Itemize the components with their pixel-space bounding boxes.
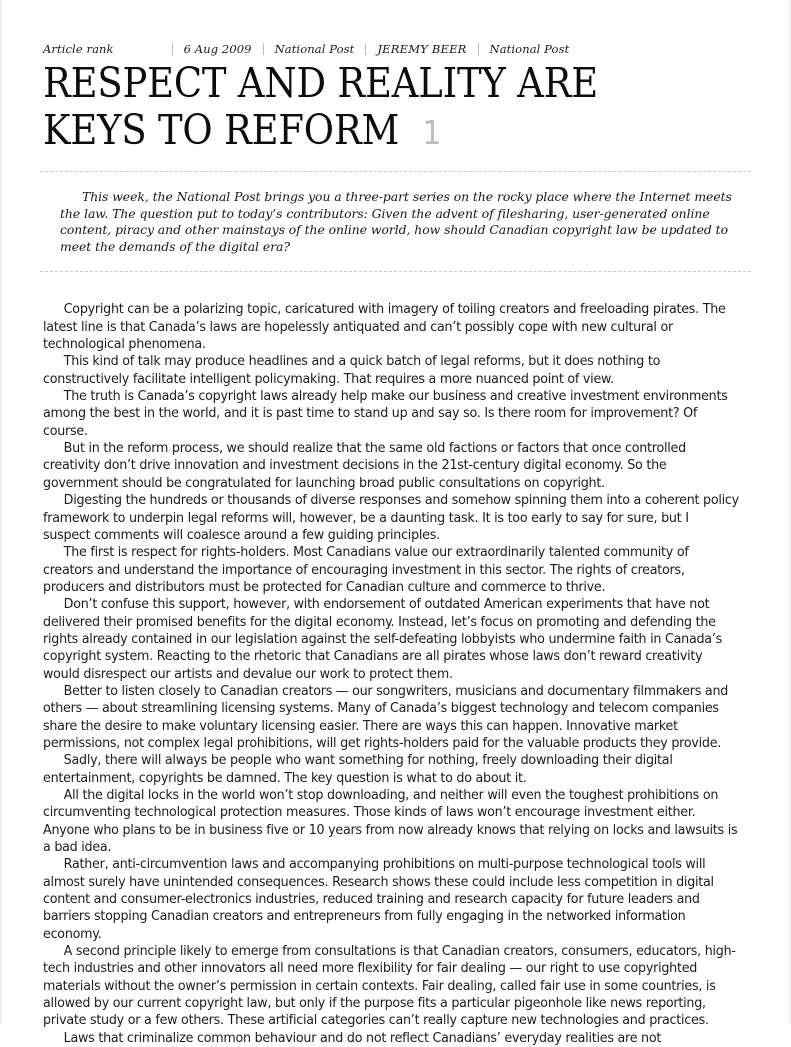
- body-paragraph: Copyright can be a polarizing topic, caricatured with imagery of toiling creators and freeloading pirates. The latest line is that Canada’s laws are hopelessly antiquated and can’t possibly cope with new cultural or technological phenomena.: [43, 302, 726, 353]
- series-number: 1: [422, 113, 442, 152]
- body-paragraph: A second principle likely to emerge from consultations is that Canadian creators, consumers, educators, high-tech industries and other innovators all need more flexibility for fair dealing — our right to use copyrighted materials without the owner’s permission in certain contexts. Fair dealing, called fair use in some countries, is allowed by our current copyright law, but only if the purpose fits a particular pigeonhole like news reporting, private study or a few others. These artificial categories can’t really capture new technologies and practices.: [43, 944, 736, 1029]
- article-body: [43, 301, 739, 1047]
- masthead: [43, 0, 749, 56]
- section-name: National Post: [478, 43, 581, 55]
- body-paragraph: Better to listen closely to Canadian creators — our songwriters, musicians and documentary filmmakers and others — about streamlining licensing systems. Many of Canada’s biggest technology and telecom companies share the desire to make voluntary licensing easier. There are ways this can happen. Innovative market permissions, not complex legal prohibitions, will get rights-holders paid for the valuable products they provide.: [43, 683, 729, 751]
- standfirst: This week, the National Post brings you a three-part series on the rocky place where the Internet meets the law. The question put to today’s contributors: Given the advent of filesharing, user-generated online content, piracy and other mainstays of the online world, how should Canadian copyright law be updated to meet the demands of the digital era?: [60, 189, 732, 254]
- body-paragraph: But in the reform process, we should realize that the same old factions or factors that once controlled creativity don’t drive innovation and investment decisions in the 21st-century digital economy. So the government should be congratulated for launching broad public consultations on copyright.: [43, 441, 686, 491]
- page-content-column: [43, 0, 749, 1047]
- publication-name: National Post: [263, 43, 366, 55]
- headline-block: [43, 60, 749, 156]
- author-byline: JEREMY BEER: [365, 43, 477, 55]
- publication-date: 6 Aug 2009: [172, 43, 263, 55]
- body-paragraph: Rather, anti-circumvention laws and accompanying prohibitions on multi-purpose technological tools will almost surely have unintended consequences. Research shows these could include less competition in digital content and consumer-electronics industries, reduced training and research capacity for future leaders and barriers stopping Canadian creators and entrepreneurs from fully engaging in the networked information economy.: [43, 857, 714, 942]
- article-rank-label: Article rank: [43, 42, 114, 56]
- page-title: [43, 60, 678, 156]
- body-paragraph: The truth is Canada’s copyright laws already help make our business and creative investment environments among the best in the world, and it is past time to stand up and say so. Is there room for improvement? Of course.: [43, 389, 728, 439]
- body-paragraph: Sadly, there will always be people who want something for nothing, freely downloading their digital entertainment, copyrights be damned. The key question is what to do about it.: [43, 753, 673, 786]
- body-paragraph: Don’t confuse this support, however, with endorsement of outdated American experiments that have not delivered their promised benefits for the digital economy. Instead, let’s focus on promoting and defending the rights already contained in our legislation against the self-defeating lobbyists who undermine faith in Canada’s copyright system. Reacting to the rhetoric that Canadians are all pirates whose laws don’t reward creativity would disrespect our artists and devalue our work to protect them.: [43, 597, 723, 682]
- body-paragraph: All the digital locks in the world won’t stop downloading, and neither will even the toughest prohibitions on circumventing technological protection measures. Those kinds of laws won’t encourage investment either. Anyone who plans to be in business five or 10 years from now already knows that relying on locks and lawsuits is a bad idea.: [43, 788, 738, 856]
- body-paragraph: The first is respect for rights-holders. Most Canadians value our extraordinarily talented community of creators and understand the importance of encouraging investment in this sector. The rights of creators, producers and distributors must be protected for Canadian culture and commerce to thrive.: [43, 545, 689, 595]
- body-paragraph: Digesting the hundreds or thousands of diverse responses and somehow spinning them into a coherent policy framework to underpin legal reforms will, however, be a daunting task. It is too early to say for sure, but I suspect comments will coalesce around a few guiding principles.: [43, 493, 739, 543]
- divider-below-standfirst: [40, 271, 751, 272]
- headline-text: RESPECT AND REALITY ARE KEYS TO REFORM: [43, 59, 598, 154]
- divider-above-standfirst: [40, 171, 751, 172]
- body-paragraph: Laws that criminalize common behaviour and do not reflect Canadians’ everyday realities are not: [63, 1030, 662, 1046]
- body-paragraph: This kind of talk may produce headlines and a quick batch of legal reforms, but it does nothing to constructively facilitate intelligent policymaking. That requires a more nuanced point of view.: [43, 354, 661, 387]
